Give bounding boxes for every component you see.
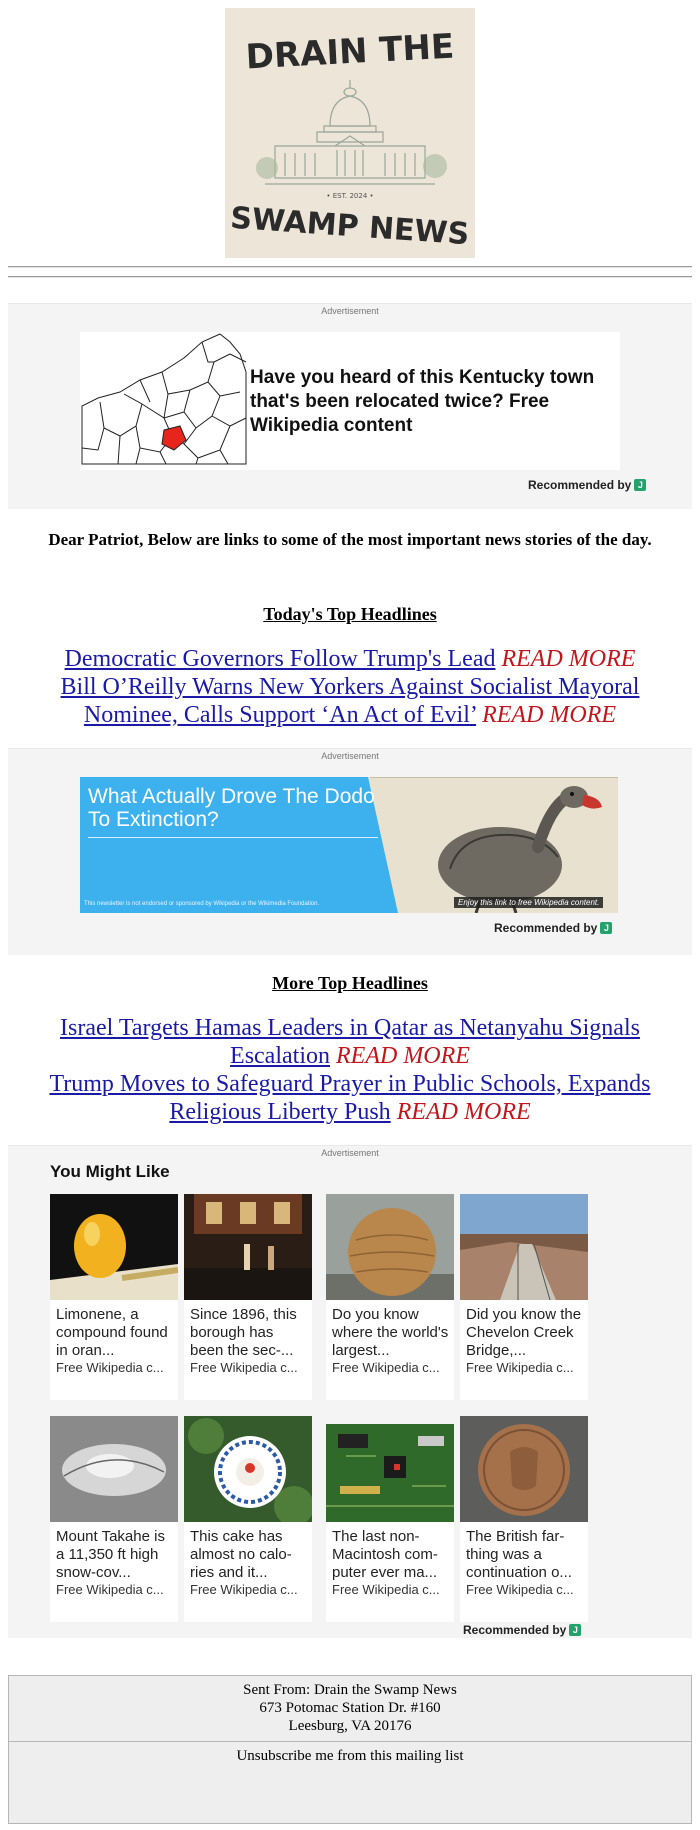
recommendation-card[interactable]	[460, 1416, 588, 1622]
recommended-by-2[interactable]	[494, 921, 612, 935]
ad-label: Advertisement	[321, 306, 379, 316]
card-thumbnail-cake	[184, 1416, 312, 1522]
read-more-link[interactable]: READ MORE	[482, 702, 617, 728]
footer-address-line2: Leesburg, VA 20176	[288, 1718, 412, 1734]
site-logo[interactable]	[225, 8, 475, 258]
recommender-logo-icon: J	[600, 922, 612, 934]
kentucky-map-image	[80, 332, 248, 470]
footer-address-block	[9, 1676, 691, 1742]
recommendation-card[interactable]	[460, 1194, 588, 1400]
ad-dodo-banner[interactable]	[80, 777, 618, 913]
headline-link[interactable]: Trump Moves to Safeguard Prayer in Public Schools, Expands Religious Liberty Push	[49, 1071, 651, 1125]
ad-block-1	[8, 303, 692, 509]
card-title: Mount Takahe is a 11,350 ft high snow-cov...	[56, 1528, 165, 1581]
recommended-by-label: Recommended by	[463, 1623, 567, 1637]
card-source: Free Wikipedia c...	[466, 1360, 574, 1375]
ad-dodo-headline: What Actually Drove The Dodo To Extinction?	[88, 785, 375, 831]
headlines-today	[30, 645, 670, 729]
recommendation-card[interactable]	[50, 1416, 178, 1622]
capitol-logo-image	[225, 8, 475, 258]
headline-item	[30, 1014, 670, 1070]
section-title-more: More Top Headlines	[272, 973, 428, 993]
recommender-logo-icon: J	[634, 479, 646, 491]
headline-link[interactable]: Israel Targets Hamas Leaders in Qatar as Netanyahu Signals Escalation	[60, 1015, 640, 1069]
card-title: The British far-thing was a continuation o...	[466, 1528, 572, 1581]
card-source: Free Wikipedia c...	[332, 1360, 440, 1375]
recommendation-card[interactable]	[326, 1416, 454, 1622]
divider-bottom	[8, 276, 692, 278]
recommendation-card[interactable]	[326, 1194, 454, 1400]
ad-dodo-disclaimer: This newsletter is not endorsed or sponsored by Wikipedia or the Wikimedia Foundation.	[84, 901, 320, 907]
read-more-link[interactable]: READ MORE	[501, 646, 636, 672]
headline-link[interactable]: Bill O’Reilly Warns New Yorkers Against Socialist Mayoral Nominee, Calls Support ‘An Act of Evil’	[60, 674, 640, 728]
recommender-logo-icon: J	[569, 1624, 581, 1636]
unsubscribe-link[interactable]: Unsubscribe me from this mailing list	[236, 1748, 464, 1764]
recommended-by-1[interactable]	[528, 478, 646, 492]
card-thumbnail-ball	[326, 1194, 454, 1300]
recommendation-card[interactable]	[184, 1416, 312, 1622]
card-title: This cake has almost no calo-ries and it...	[190, 1528, 292, 1581]
card-source: Free Wikipedia c...	[56, 1360, 164, 1375]
ad-label: Advertisement	[321, 1148, 379, 1158]
divider-top	[8, 266, 692, 268]
footer-sent-from: Sent From: Drain the Swamp News	[243, 1682, 457, 1698]
recommendation-card[interactable]	[50, 1194, 178, 1400]
read-more-link[interactable]: READ MORE	[396, 1099, 531, 1125]
card-title: Did you know the Chevelon Creek Bridge,...	[466, 1306, 582, 1359]
headline-item	[30, 673, 670, 729]
card-thumbnail-farthing-coin	[460, 1416, 588, 1522]
footer-unsubscribe-block	[9, 1743, 691, 1765]
card-source: Free Wikipedia c...	[190, 1360, 298, 1375]
greeting-text: Dear Patriot, Below are links to some of the most important news stories of the day.	[48, 530, 652, 549]
card-title: The last non-Macintosh com-puter ever ma...	[332, 1528, 438, 1581]
read-more-link[interactable]: READ MORE	[336, 1043, 470, 1069]
section-title-today: Today's Top Headlines	[263, 604, 437, 624]
logo-line2: SWAMP NEWS	[229, 200, 471, 253]
card-source: Free Wikipedia c...	[56, 1582, 164, 1597]
card-source: Free Wikipedia c...	[190, 1582, 298, 1597]
you-might-like-title: You Might Like	[50, 1162, 170, 1181]
card-thumbnail-limonene	[50, 1194, 178, 1300]
recommended-by-label: Recommended by	[494, 921, 598, 935]
card-title: Since 1896, this borough has been the sec-...	[190, 1306, 297, 1359]
ad-dodo-caption: Enjoy this link to free Wikipedia content.	[454, 897, 603, 908]
card-source: Free Wikipedia c...	[466, 1582, 574, 1597]
ad-block-2	[8, 748, 692, 955]
recommended-by-3[interactable]	[463, 1623, 581, 1637]
ad-kentucky-card[interactable]	[80, 332, 620, 470]
ad-block-you-might-like	[8, 1145, 692, 1638]
card-title: Do you know where the world's largest...	[332, 1306, 449, 1359]
headline-link[interactable]: Democratic Governors Follow Trump's Lead	[64, 646, 496, 672]
card-thumbnail-bridge	[460, 1194, 588, 1300]
ad-kentucky-text: Have you heard of this Kentucky town that's been relocated twice? Free Wikipedia content	[250, 367, 595, 436]
footer-address-line1: 673 Potomac Station Dr. #160	[259, 1700, 441, 1716]
card-thumbnail-mount-takahe	[50, 1416, 178, 1522]
card-title: Limonene, a compound found in oran...	[56, 1306, 168, 1359]
recommendation-card[interactable]	[184, 1194, 312, 1400]
logo-est: • EST. 2024 •	[326, 192, 374, 200]
headline-item	[30, 645, 670, 673]
card-source: Free Wikipedia c...	[332, 1582, 440, 1597]
card-thumbnail-borough	[184, 1194, 312, 1300]
headlines-more	[30, 1014, 670, 1126]
ad-label: Advertisement	[321, 751, 379, 761]
card-thumbnail-circuit-board	[326, 1416, 454, 1522]
logo-line1: DRAIN THE	[244, 26, 456, 78]
footer	[8, 1675, 692, 1824]
headline-item	[30, 1070, 670, 1126]
recommended-by-label: Recommended by	[528, 478, 632, 492]
ad-dodo-rule	[88, 837, 378, 838]
